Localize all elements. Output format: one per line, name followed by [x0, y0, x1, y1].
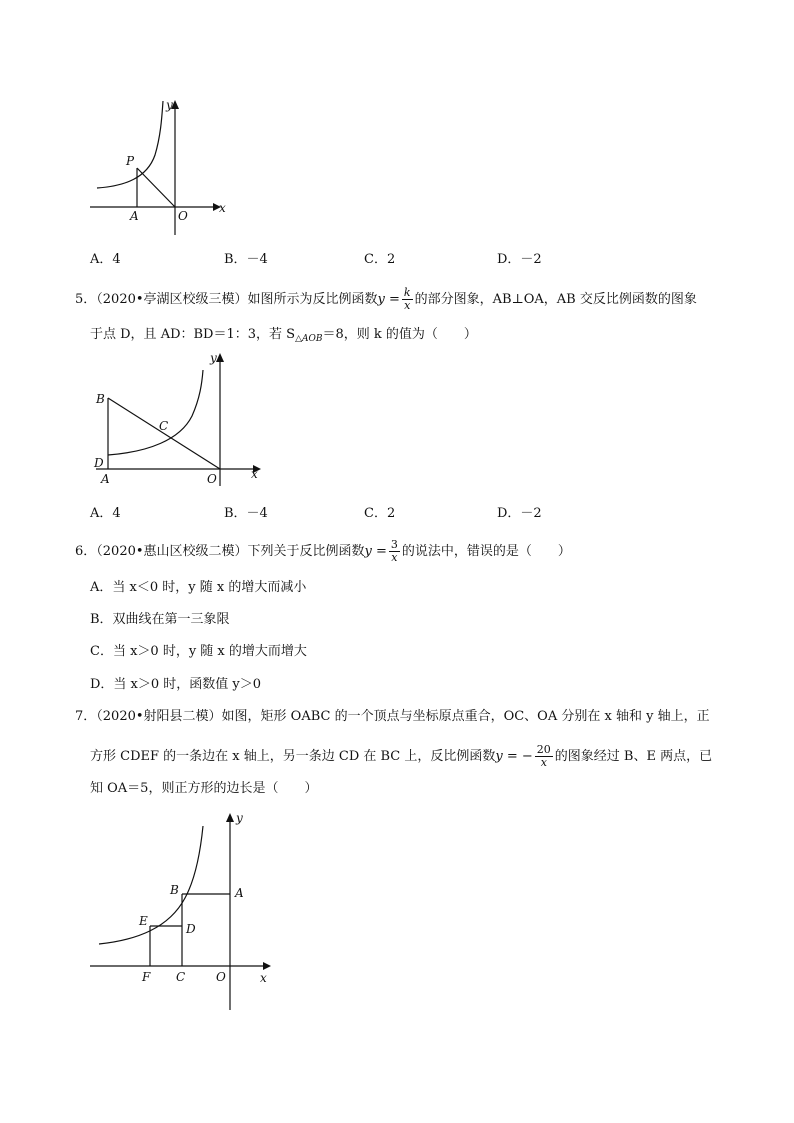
- q5-option-d: D．－2: [497, 506, 542, 521]
- q6-stem: [75, 539, 571, 564]
- label-C: C: [176, 970, 186, 984]
- q6-frac-den: x: [391, 551, 398, 564]
- label-x: x: [219, 201, 226, 215]
- q4-option-d: D．－2: [497, 252, 542, 267]
- segment-BO: [108, 398, 220, 469]
- label-E: E: [139, 914, 148, 928]
- q4-option-a: A．4: [90, 252, 121, 267]
- label-B: B: [96, 392, 105, 406]
- x-axis-arrow: [263, 962, 271, 970]
- q7-line2a: 方形 CDEF 的一条边在 x 轴上，另一条边 CD 在 BC 上，反比例函数: [90, 749, 496, 764]
- label-y: y: [166, 98, 173, 112]
- figure-q7: [85, 806, 285, 1016]
- q7-stem-line2: [90, 744, 712, 769]
- label-D: D: [186, 922, 196, 936]
- q7-line2b: 的图象经过 B、E 两点，已: [554, 749, 713, 764]
- q6-y-eq: y =: [364, 544, 387, 559]
- q7-frac-num: 20: [536, 743, 551, 756]
- q5-stem-line2: [90, 326, 477, 348]
- q5-frac-den: x: [404, 299, 411, 312]
- label-x: x: [251, 467, 258, 481]
- y-axis-arrow: [226, 813, 234, 822]
- figure-q5: [88, 348, 268, 490]
- q7-frac-den: x: [540, 756, 547, 769]
- q5-option-b: B．－4: [224, 506, 268, 521]
- q5-frac-num: k: [403, 286, 411, 299]
- label-O: O: [216, 970, 226, 984]
- q7-fraction: [535, 744, 553, 769]
- q7-y-eq: y = −: [495, 749, 533, 764]
- q7-stem-line3: 知 OA＝5，则正方形的边长是（ ）: [90, 781, 318, 796]
- label-D: D: [94, 456, 104, 470]
- q6-option-d: D．当 x＞0 时，函数值 y＞0: [90, 677, 262, 692]
- label-F: F: [142, 970, 151, 984]
- y-axis-arrow: [216, 353, 224, 362]
- label-B: B: [170, 883, 179, 897]
- q5-sub: △AOB: [295, 334, 323, 344]
- q4-option-b: B．－4: [224, 252, 268, 267]
- q6-prefix: 6．（2020•惠山区校级二模）下列关于反比例函数: [75, 544, 365, 559]
- hyperbola-curve: [97, 101, 163, 188]
- figure-q4: [85, 95, 235, 240]
- q4-option-c: C．2: [364, 252, 396, 267]
- label-P: P: [126, 154, 135, 168]
- q6-option-c: C．当 x＞0 时，y 随 x 的增大而增大: [90, 644, 307, 659]
- hyperbola-curve: [108, 370, 203, 455]
- q5-fraction: [402, 287, 413, 312]
- q7-stem-line1: 7．（2020•射阳县二模）如图，矩形 OABC 的一个顶点与坐标原点重合，OC、OA 分别在 x 轴和 y 轴上，正: [75, 709, 710, 724]
- q5-line2b: ＝8，则 k 的值为（ ）: [322, 327, 477, 342]
- q5-option-a: A．4: [90, 506, 121, 521]
- q5-line2a: 于点 D，且 AD：BD＝1：3，若 S: [90, 327, 296, 342]
- q6-fraction: [389, 539, 400, 564]
- q5-mid: 的部分图象，AB⊥OA，AB 交反比例函数的图象: [414, 292, 697, 307]
- label-x: x: [260, 971, 267, 985]
- q5-prefix: 5．（2020•亭湖区校级三模）如图所示为反比例函数: [75, 292, 378, 307]
- label-O: O: [207, 472, 217, 486]
- q5-y-eq: y =: [377, 292, 400, 307]
- q5-stem-line1: [75, 287, 697, 312]
- label-y: y: [236, 811, 243, 825]
- q6-option-a: A．当 x＜0 时，y 随 x 的增大而减小: [90, 580, 307, 595]
- label-O: O: [178, 209, 188, 223]
- q6-suffix: 的说法中，错误的是（ ）: [401, 544, 571, 559]
- label-y: y: [210, 351, 217, 365]
- label-A: A: [101, 472, 110, 486]
- label-A: A: [235, 886, 244, 900]
- label-A: A: [130, 209, 139, 223]
- q5-option-c: C．2: [364, 506, 396, 521]
- segment-PO: [137, 168, 175, 207]
- label-C: C: [159, 419, 169, 433]
- q6-option-b: B．双曲线在第一三象限: [90, 612, 230, 627]
- q6-frac-num: 3: [390, 538, 398, 551]
